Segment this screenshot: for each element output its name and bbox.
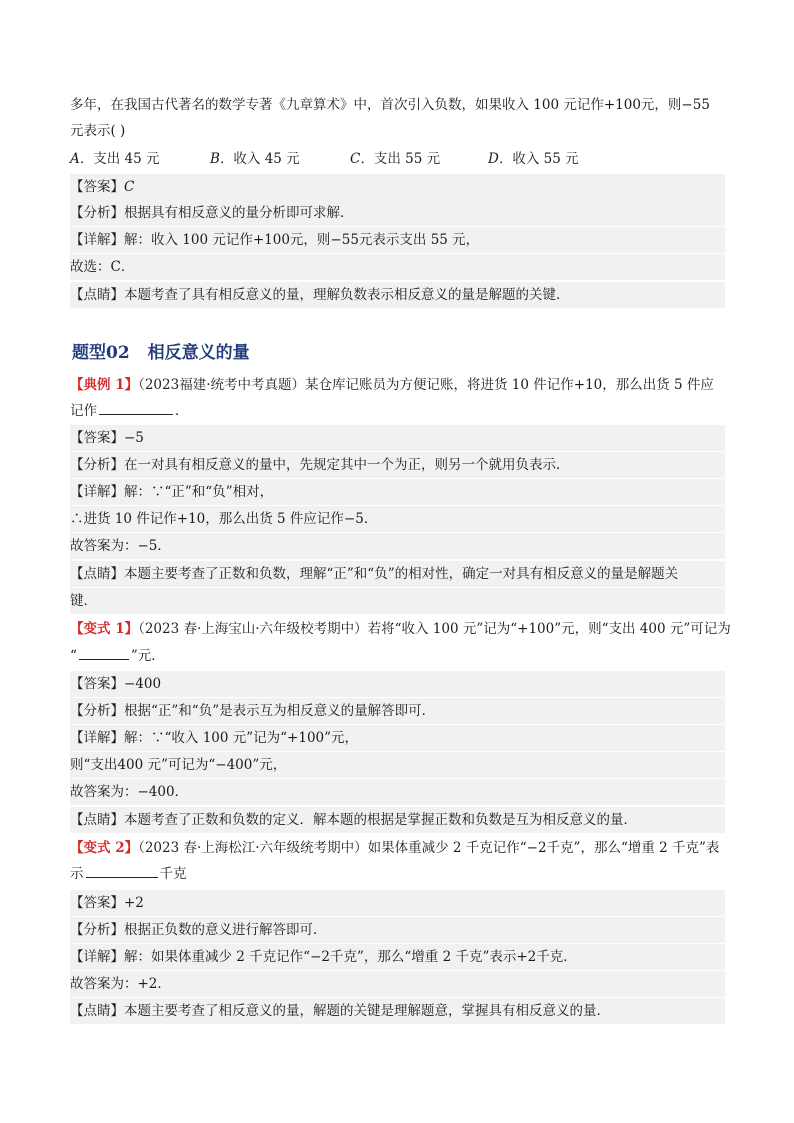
ex1-analysis [70, 452, 725, 478]
detail-label: 【详解】 [70, 949, 124, 965]
analysis-text: 根据“正”和“负”是表示互为相反意义的量解答即可． [124, 703, 436, 719]
variant-tag: 【变式 2】 [70, 840, 139, 856]
q1-answer [70, 174, 725, 200]
var2-analysis [70, 917, 725, 943]
var1-detail-2: 则“支出400 元”可记为“−400”元， [70, 752, 725, 778]
option-text: 支出 55 元 [373, 151, 441, 167]
answer-value: +2 [124, 895, 144, 911]
option-letter: B． [210, 151, 234, 167]
stem-text: ”元． [130, 648, 165, 664]
q1-option-a [70, 146, 210, 172]
ex1-stem-line2 [70, 398, 725, 424]
ex1-detail-3: 故答案为：−5． [70, 533, 725, 559]
stem-text: “ [70, 648, 77, 664]
option-letter: C． [350, 151, 374, 167]
var1-detail [70, 725, 725, 751]
ex1-comment-2: 键． [70, 588, 725, 614]
option-letter: A． [70, 151, 94, 167]
detail-text: 解：∵“收入 100 元”记为“+100”元， [124, 730, 359, 746]
answer-label: 【答案】 [70, 430, 124, 446]
stem-text: 示 [70, 866, 84, 882]
q1-detail-2: 故选：C． [70, 254, 725, 280]
answer-value: −400 [124, 676, 162, 692]
stem-text: 记作 [70, 403, 97, 419]
analysis-text: 根据正负数的意义进行解答即可． [124, 922, 327, 938]
variant-tag: 【变式 1】 [70, 621, 139, 637]
ex1-detail-2: ∴进货 10 件记作+10，那么出货 5 件应记作−5． [70, 506, 725, 532]
ex1-stem-line1 [70, 372, 725, 398]
var1-answer [70, 671, 725, 697]
detail-text: 解：如果体重减少 2 千克记作“−2千克”，那么“增重 2 千克”表示+2千克． [124, 949, 577, 965]
q1-detail [70, 227, 725, 253]
option-text: 收入 55 元 [512, 151, 579, 167]
var1-stem-line2 [70, 643, 725, 669]
var2-answer [70, 890, 725, 916]
comment-label: 【点睛】 [70, 812, 124, 828]
stem-text: ． [175, 403, 189, 419]
section-title: 相反意义的量 [147, 343, 250, 363]
answer-label: 【答案】 [70, 179, 124, 195]
example-source: （2023福建·统考中考真题） [138, 377, 305, 393]
ex1-detail [70, 479, 725, 505]
var1-detail-3: 故答案为：−400． [70, 779, 725, 805]
comment-text: 本题主要考查了相反意义的量，解题的关键是理解题意，掌握具有相反意义的量． [124, 1003, 610, 1019]
var1-comment [70, 807, 725, 833]
var2-stem-line2 [70, 861, 725, 887]
q1-option-d [488, 146, 579, 172]
analysis-label: 【分析】 [70, 205, 124, 221]
q1-analysis [70, 200, 725, 226]
detail-label: 【详解】 [70, 730, 124, 746]
q1-stem-line1: 多年，在我国古代著名的数学专著《九章算术》中，首次引入负数，如果收入 100 元记作+100元，则−55 [70, 97, 710, 113]
var2-detail [70, 944, 725, 970]
variant-source: （2023 春·上海宝山·六年级校考期中） [138, 621, 368, 637]
stem-text: 千克 [159, 866, 187, 882]
var2-detail-2: 故答案为：+2． [70, 971, 725, 997]
q1-options [70, 146, 725, 172]
detail-label: 【详解】 [70, 484, 124, 500]
comment-text: 本题考查了具有相反意义的量，理解负数表示相反意义的量是解题的关键． [124, 287, 570, 303]
variant-source: （2023 春·上海松江·六年级统考期中） [138, 840, 368, 856]
comment-label: 【点睛】 [70, 1003, 124, 1019]
detail-text: 解：收入 100 元记作+100元，则−55元表示支出 55 元， [124, 232, 480, 248]
answer-blank [79, 645, 129, 660]
var2-stem-line1 [70, 835, 725, 861]
comment-label: 【点睛】 [70, 566, 124, 582]
q1-comment [70, 282, 725, 308]
option-letter: D． [488, 151, 513, 167]
ex1-comment [70, 561, 725, 587]
q1-option-b [210, 146, 350, 172]
example-stem: 某仓库记账员为方便记账，将进货 10 件记作+10，那么出货 5 件应 [305, 377, 714, 393]
comment-text: 本题主要考查了正数和负数，理解“正”和“负”的相对性，确定一对具有相反意义的量是解题关 [124, 566, 679, 582]
q1-option-c [350, 146, 488, 172]
q1-stem-line2: 元表示( ) [70, 123, 126, 139]
answer-blank [86, 863, 158, 878]
ex1-answer [70, 425, 725, 451]
section-heading [72, 338, 250, 363]
comment-text: 本题考查了正数和负数的定义．解本题的根据是掌握正数和负数是互为相反意义的量． [124, 812, 637, 828]
variant-stem: 若将“收入 100 元”记为“+100”元，则“支出 400 元”可记为 [367, 621, 731, 637]
answer-value: C [124, 179, 135, 195]
var1-stem-line1 [70, 616, 731, 642]
comment-label: 【点睛】 [70, 287, 124, 303]
variant-stem: 如果体重减少 2 千克记作“−2千克”，那么“增重 2 千克”表 [367, 840, 720, 856]
option-text: 支出 45 元 [93, 151, 160, 167]
analysis-label: 【分析】 [70, 703, 124, 719]
answer-label: 【答案】 [70, 895, 124, 911]
answer-value: −5 [124, 430, 144, 446]
analysis-text: 在一对具有相反意义的量中，先规定其中一个为正，则另一个就用负表示． [124, 457, 570, 473]
detail-text: 解：∵“正”和“负”相对， [124, 484, 274, 500]
detail-label: 【详解】 [70, 232, 124, 248]
section-number: 题型02 [72, 343, 130, 363]
analysis-label: 【分析】 [70, 457, 124, 473]
answer-label: 【答案】 [70, 676, 124, 692]
example-tag: 【典例 1】 [70, 377, 139, 393]
answer-blank [99, 400, 173, 415]
var1-analysis [70, 698, 725, 724]
var2-comment [70, 998, 725, 1024]
analysis-text: 根据具有相反意义的量分析即可求解． [124, 205, 354, 221]
option-text: 收入 45 元 [233, 151, 300, 167]
analysis-label: 【分析】 [70, 922, 124, 938]
